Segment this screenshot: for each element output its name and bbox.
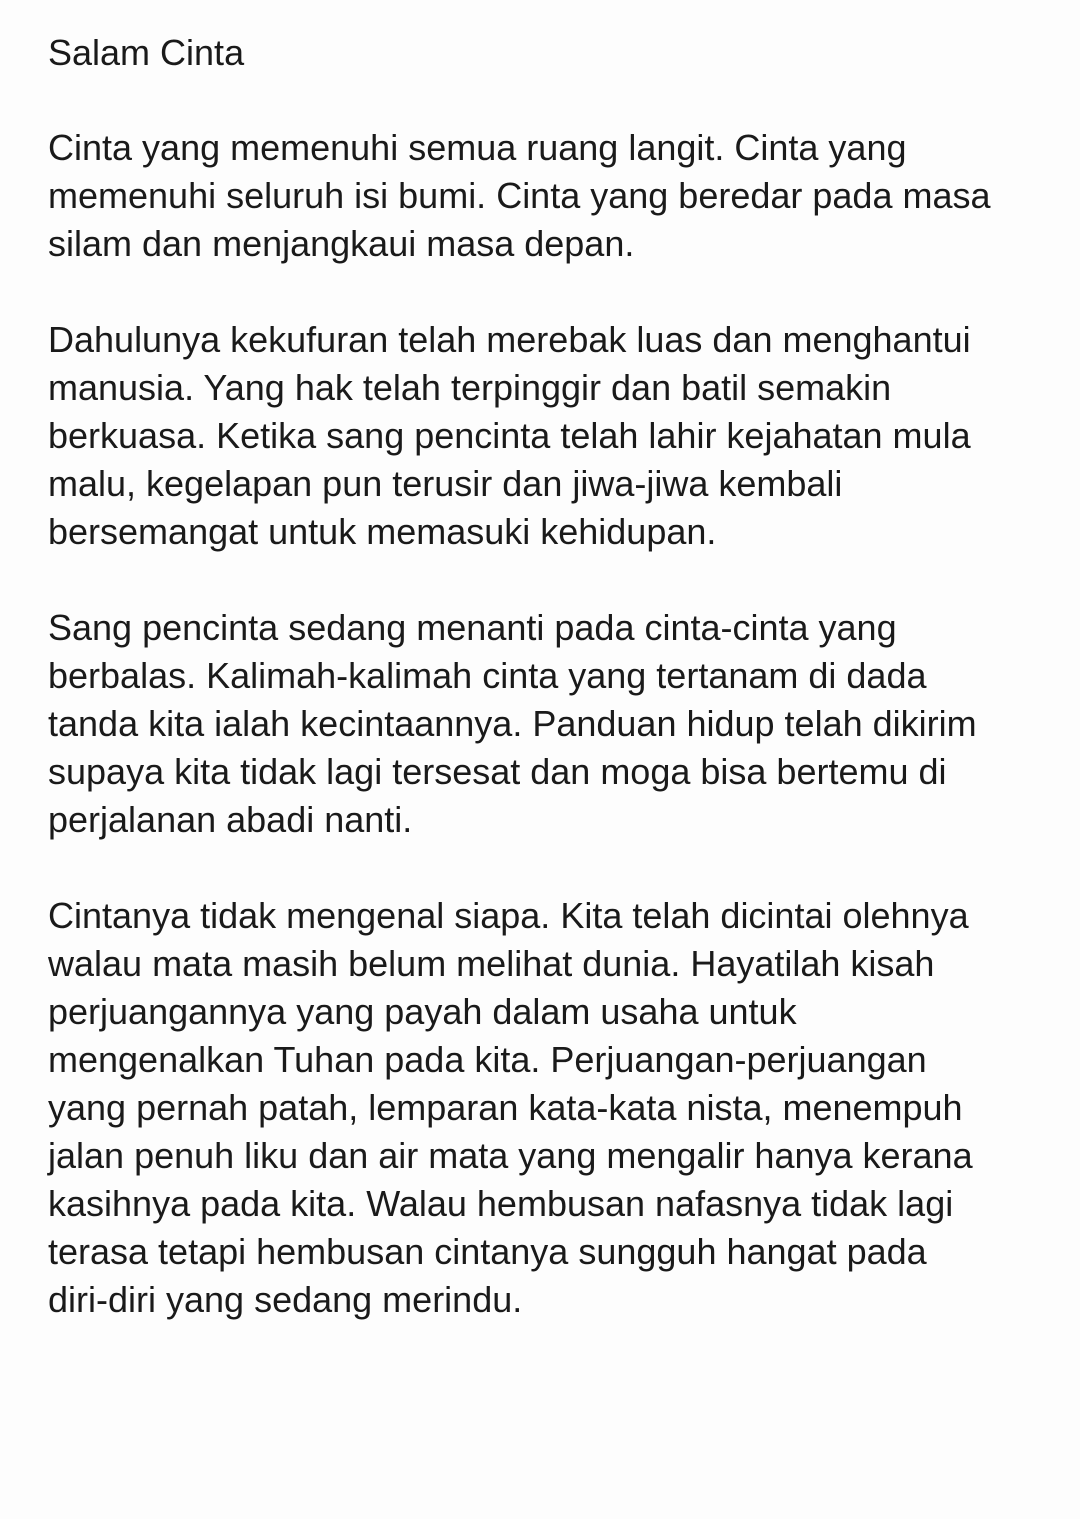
text-line: kasihnya pada kita. Walau hembusan nafasnya tidak lagi bbox=[48, 1183, 954, 1224]
text-line: tanda kita ialah kecintaannya. Panduan hidup telah dikirim bbox=[48, 703, 977, 744]
text-line: berkuasa. Ketika sang pencinta telah lahir kejahatan mula bbox=[48, 415, 971, 456]
text-line: jalan penuh liku dan air mata yang mengalir hanya kerana bbox=[48, 1135, 973, 1176]
text-line: bersemangat untuk memasuki kehidupan. bbox=[48, 511, 717, 552]
text-line: silam dan menjangkaui masa depan. bbox=[48, 223, 635, 264]
note-body bbox=[48, 28, 1048, 1372]
text-line: walau mata masih belum melihat dunia. Hayatilah kisah bbox=[48, 943, 935, 984]
note-title: Salam Cinta bbox=[48, 32, 245, 73]
text-line: Dahulunya kekufuran telah merebak luas dan menghantui bbox=[48, 319, 971, 360]
text-line: terasa tetapi hembusan cintanya sungguh hangat pada bbox=[48, 1231, 927, 1272]
text-line: manusia. Yang hak telah terpinggir dan batil semakin bbox=[48, 367, 892, 408]
paragraph-2 bbox=[48, 316, 1048, 556]
text-line: memenuhi seluruh isi bumi. Cinta yang beredar pada masa bbox=[48, 175, 991, 216]
text-line: diri-diri yang sedang merindu. bbox=[48, 1279, 523, 1320]
text-line: mengenalkan Tuhan pada kita. Perjuangan-perjuangan bbox=[48, 1039, 927, 1080]
paragraph-3 bbox=[48, 604, 1048, 844]
paragraph-1 bbox=[48, 124, 1048, 268]
text-line: perjuangannya yang payah dalam usaha untuk bbox=[48, 991, 797, 1032]
text-line: yang pernah patah, lemparan kata-kata nista, menempuh bbox=[48, 1087, 963, 1128]
paragraph-4 bbox=[48, 892, 1048, 1324]
text-line: Cinta yang memenuhi semua ruang langit. Cinta yang bbox=[48, 127, 907, 168]
text-line: Cintanya tidak mengenal siapa. Kita telah dicintai olehnya bbox=[48, 895, 969, 936]
text-line: Sang pencinta sedang menanti pada cinta-cinta yang bbox=[48, 607, 897, 648]
text-line: supaya kita tidak lagi tersesat dan moga bisa bertemu di bbox=[48, 751, 947, 792]
text-line: malu, kegelapan pun terusir dan jiwa-jiwa kembali bbox=[48, 463, 843, 504]
text-line: perjalanan abadi nanti. bbox=[48, 799, 413, 840]
text-line: berbalas. Kalimah-kalimah cinta yang tertanam di dada bbox=[48, 655, 927, 696]
